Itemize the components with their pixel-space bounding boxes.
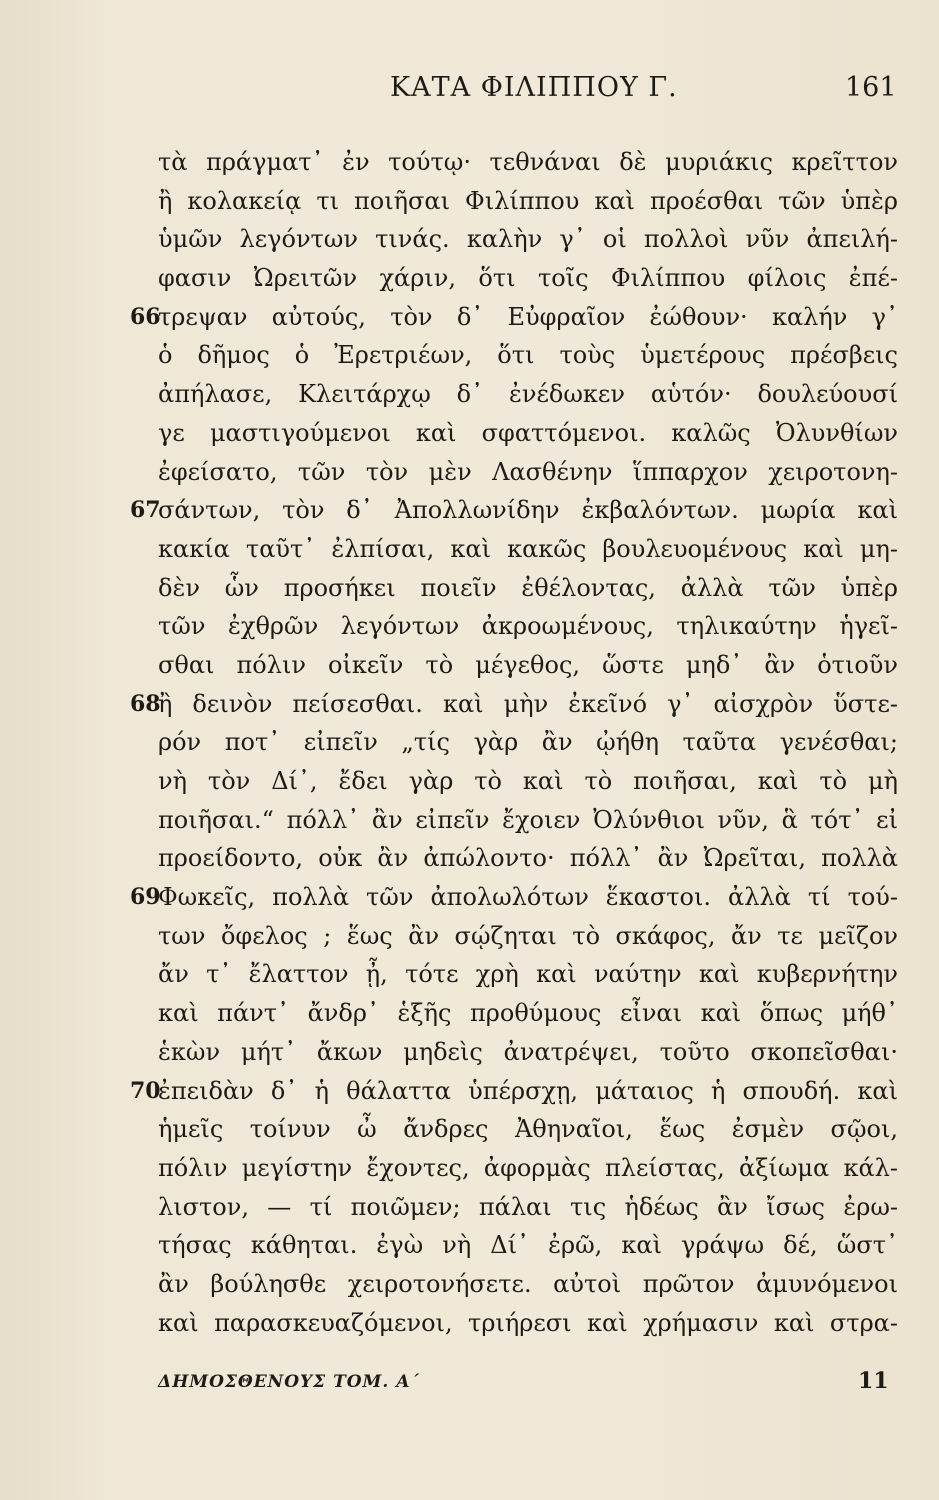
line-text: ἡμεῖς τοίνυν ὦ ἄνδρες Ἀθηναῖοι, ἕως ἐσμὲν σῷοι,	[158, 1115, 898, 1144]
line-text: ποιῆσαι.“ πόλλ᾽ ἂν εἰπεῖν ἔχοιεν Ὀλύνθιοι νῦν, ἃ τότ᾽ εἰ	[158, 805, 898, 834]
text-line	[158, 1033, 898, 1072]
text-line	[158, 994, 898, 1033]
text-line	[158, 801, 898, 840]
text-line	[158, 1226, 898, 1265]
text-line	[158, 143, 898, 182]
text-line	[158, 762, 898, 801]
sheet-number: 11	[858, 1368, 889, 1394]
line-text: των ὄφελος ; ἕως ἂν σῴζηται τὸ σκάφος, ἄν τε μεῖζον	[158, 921, 898, 950]
line-text: ἂν βούλησθε χειροτονήσετε. αὐτοὶ πρῶτον ἀμυνόμενοι	[158, 1269, 898, 1298]
text-line	[158, 1188, 898, 1227]
text-line	[158, 646, 898, 685]
page-footer	[0, 1368, 939, 1408]
text-line	[158, 569, 898, 608]
line-text: ἄν τ᾽ ἔλαττον ᾖ, τότε χρὴ καὶ ναύτην καὶ κυβερνήτην	[158, 960, 898, 989]
line-text: ἀπήλασε, Κλειτάρχῳ δ᾽ ἐνέδωκεν αὑτόν· δουλεύουσί	[158, 380, 898, 409]
section-number: 66	[130, 303, 161, 330]
line-text: τήσας κάθηται. ἐγὼ νὴ Δί᾽ ἐρῶ, καὶ γράψω δέ, ὥστ᾽	[158, 1231, 898, 1260]
text-line	[158, 723, 898, 762]
line-text: σάντων, τὸν δ᾽ Ἀπολλωνίδην ἐκβαλόντων. μωρία καὶ	[158, 496, 898, 525]
line-text: πόλιν μεγίστην ἔχοντες, ἀφορμὰς πλείστας, ἀξίωμα κάλ-	[158, 1153, 898, 1182]
line-text: τῶν ἐχθρῶν λεγόντων ἀκροωμένους, τηλικαύτην ἡγεῖ-	[158, 612, 898, 641]
line-text: καὶ παρασκευαζόμενοι, τριήρεσι καὶ χρήμασιν καὶ στρα-	[158, 1308, 898, 1337]
text-line	[158, 259, 898, 298]
text-line	[158, 839, 898, 878]
main-text	[130, 143, 898, 1342]
printer-signature: ΔΗΜΟΣΘΕΝΟΥΣ ΤΟΜ. Α΄	[158, 1372, 420, 1392]
section-number: 69	[130, 884, 161, 911]
line-text: λιστον, — τί ποιῶμεν; πάλαι τις ἡδέως ἂν ἴσως ἐρω-	[158, 1192, 898, 1221]
text-line	[158, 955, 898, 994]
line-text: ἑκὼν μήτ᾽ ἄκων μηδεὶς ἀνατρέψει, τοῦτο σκοπεῖσθαι·	[158, 1037, 898, 1066]
section-number: 67	[130, 497, 161, 524]
text-line	[158, 182, 898, 221]
running-head	[0, 72, 939, 112]
line-text: ρόν ποτ᾽ εἰπεῖν „τίς γὰρ ἂν ᾠήθη ταῦτα γενέσθαι;	[158, 728, 898, 757]
text-line	[158, 1265, 898, 1304]
section-number: 68	[130, 690, 161, 717]
line-text: Φωκεῖς, πολλὰ τῶν ἀπολωλότων ἕκαστοι. ἀλλὰ τί τού-	[158, 883, 898, 912]
text-line	[158, 1149, 898, 1188]
line-text: φασιν Ὠρειτῶν χάριν, ὅτι τοῖς Φιλίππου φίλοις ἐπέ-	[158, 264, 898, 293]
text-line	[158, 414, 898, 453]
line-text: προείδοντο, οὐκ ἂν ἀπώλοντο· πόλλ᾽ ἂν Ὠρεῖται, πολλὰ	[158, 844, 898, 873]
line-text: ἐπειδὰν δ᾽ ἡ θάλαττα ὑπέρσχῃ, μάταιος ἡ σπουδή. καὶ	[158, 1076, 898, 1105]
text-line	[158, 530, 898, 569]
text-line	[158, 607, 898, 646]
text-line	[130, 298, 898, 337]
text-line	[158, 1304, 898, 1343]
line-text: ἢ κολακείᾳ τι ποιῆσαι Φιλίππου καὶ προέσθαι τῶν ὑπὲρ	[158, 186, 898, 215]
line-text: καὶ πάντ᾽ ἄνδρ᾽ ἑξῆς προθύμους εἶναι καὶ ὅπως μήθ᾽	[158, 999, 898, 1028]
section-number: 70	[130, 1077, 161, 1104]
text-line	[158, 375, 898, 414]
page-number: 161	[845, 72, 897, 103]
line-text: ἢ δεινὸν πείσεσθαι. καὶ μὴν ἐκεῖνό γ᾽ αἰσχρὸν ὕστε-	[158, 689, 898, 718]
line-text: σθαι πόλιν οἰκεῖν τὸ μέγεθος, ὥστε μηδ᾽ ἂν ὁτιοῦν	[158, 650, 898, 679]
line-text: κακία ταῦτ᾽ ἐλπίσαι, καὶ κακῶς βουλευομένους καὶ μη-	[158, 534, 898, 563]
text-line	[158, 336, 898, 375]
text-line	[130, 878, 898, 917]
text-line	[130, 1072, 898, 1111]
text-line	[158, 917, 898, 956]
line-text: ὑμῶν λεγόντων τινάς. καλὴν γ᾽ οἱ πολλοὶ νῦν ἀπειλή-	[158, 225, 898, 254]
line-text: νὴ τὸν Δί᾽, ἔδει γὰρ τὸ καὶ τὸ ποιῆσαι, καὶ τὸ μὴ	[158, 767, 898, 795]
text-line	[158, 220, 898, 259]
text-line	[130, 685, 898, 724]
running-title: ΚΑΤΑ ΦΙΛΙΠΠΟΥ Γ.	[390, 72, 678, 103]
line-text: ὁ δῆμος ὁ Ἐρετριέων, ὅτι τοὺς ὑμετέρους πρέσβεις	[158, 341, 898, 370]
line-text: δὲν ὧν προσήκει ποιεῖν ἐθέλοντας, ἀλλὰ τῶν ὑπὲρ	[158, 573, 898, 602]
text-line	[158, 453, 898, 492]
line-text: τρεψαν αὐτούς, τὸν δ᾽ Εὐφραῖον ἐώθουν· καλήν γ᾽	[158, 302, 898, 331]
line-text: ἐφείσατο, τῶν τὸν μὲν Λασθένην ἵππαρχον χειροτονη-	[158, 457, 898, 486]
text-line	[130, 491, 898, 530]
text-line	[158, 1110, 898, 1149]
line-text: τὰ πράγματ᾽ ἐν τούτῳ· τεθνάναι δὲ μυριάκις κρεῖττον	[158, 148, 898, 176]
line-text: γε μαστιγούμενοι καὶ σφαττόμενοι. καλῶς Ὀλυνθίων	[158, 418, 898, 447]
